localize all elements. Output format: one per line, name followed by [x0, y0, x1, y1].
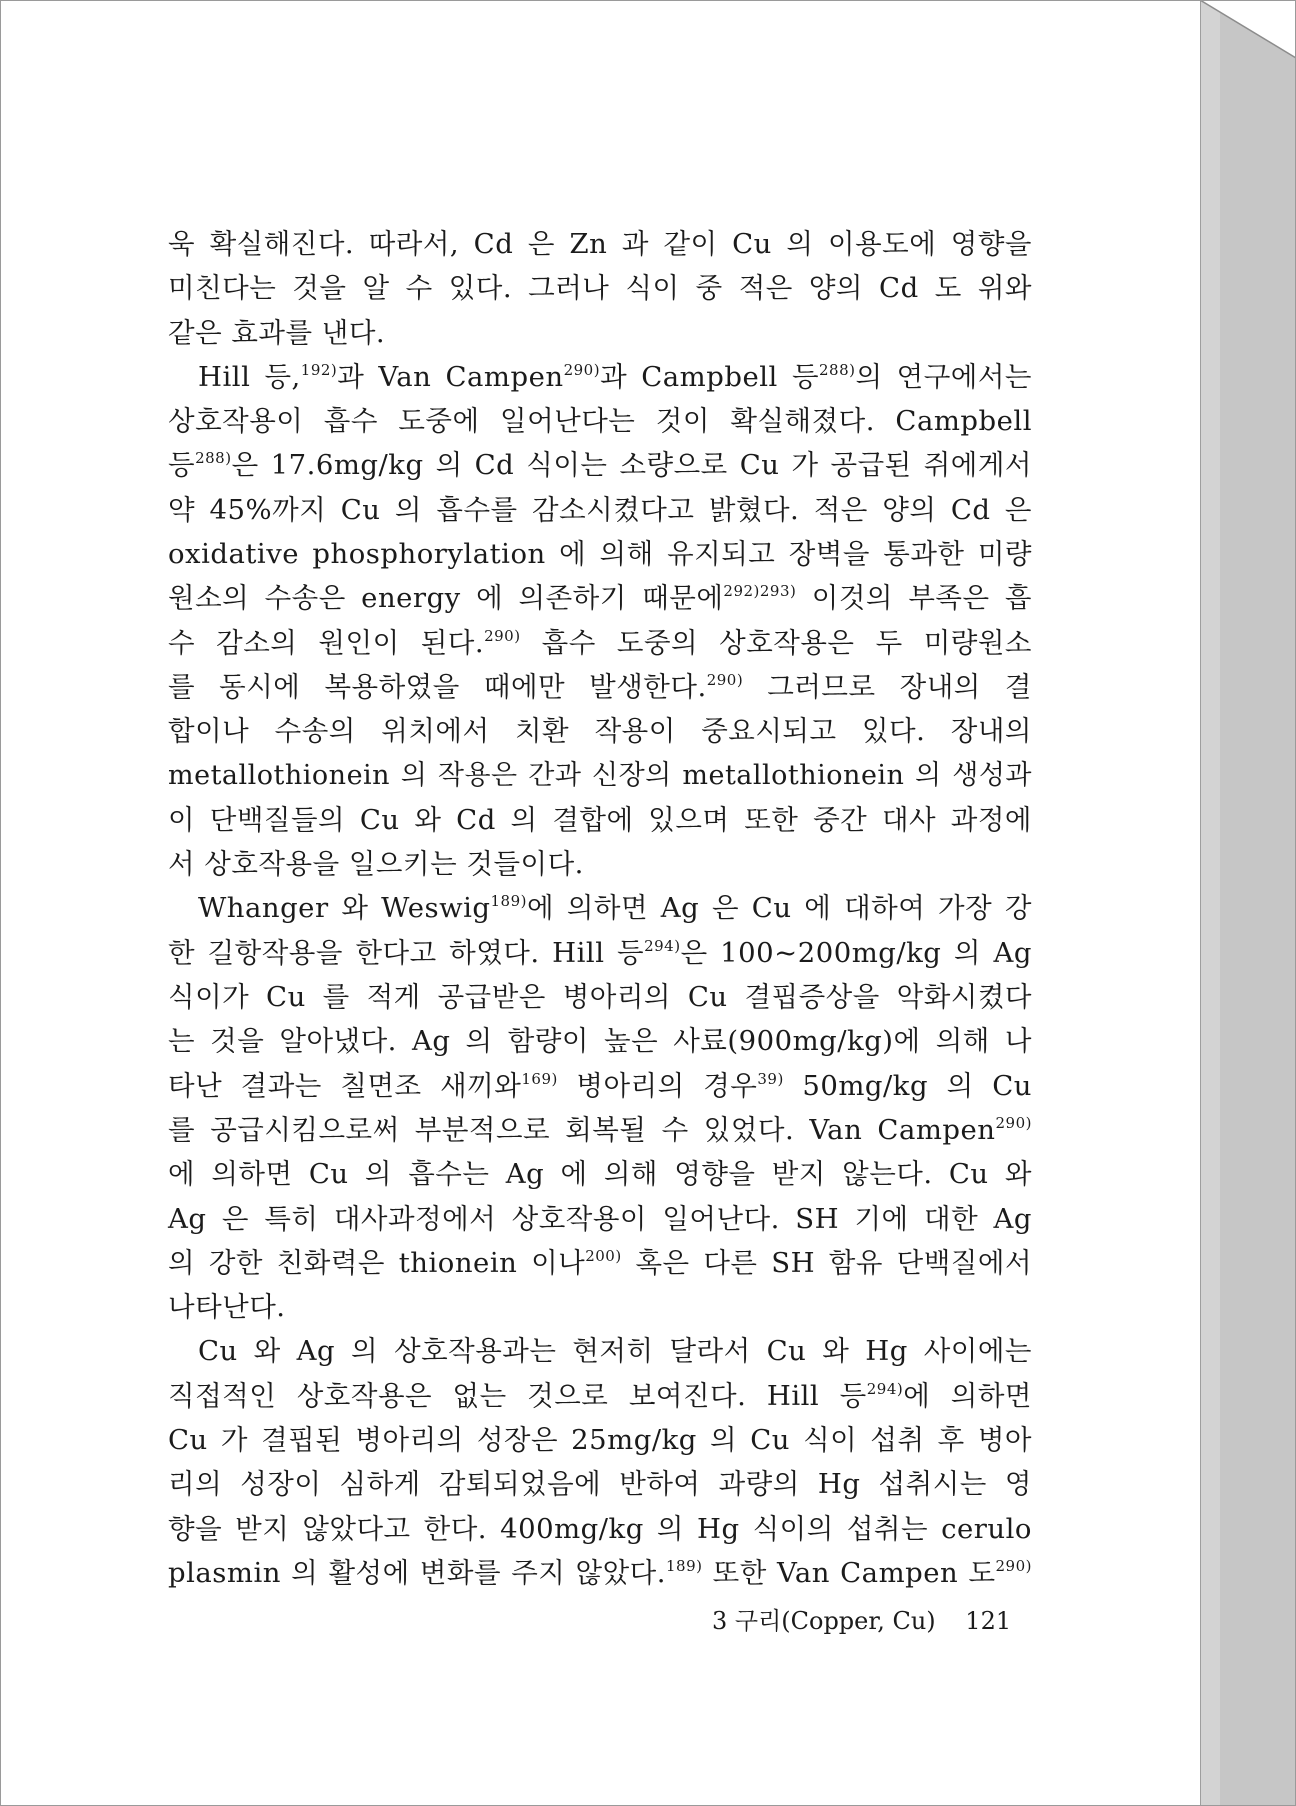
book-edge-shading	[1200, 0, 1296, 1806]
text-line: Hill 등,$^{192)}$과 Van Campen$^{290)}$과 Campbell 등$^{288)}$의 연구에서는	[198, 360, 1032, 393]
text-line: oxidative phosphorylation 에 의해 유지되고 장벽을 통과한 미량	[168, 538, 1032, 571]
text-line: Cu 와 Ag 의 상호작용과는 현저히 달라서 Cu 와 Hg 사이에는	[198, 1335, 1032, 1368]
text-line: 원소의 수송은 energy 에 의존하기 때문에$^{292)293)}$ 이것의 부족은 흡	[168, 582, 1032, 615]
text-line: 는 것을 알아냈다. Ag 의 함량이 높은 사료(900mg/kg)에 의해 나	[168, 1025, 1032, 1058]
text-line: 를 동시에 복용하였을 때에만 발생한다.$^{290)}$ 그러므로 장내의 결	[168, 670, 1032, 703]
text-line: 같은 효과를 낸다.	[168, 316, 386, 349]
text-line: 수 감소의 원인이 된다.$^{290)}$ 흡수 도중의 상호작용은 두 미량원소	[168, 626, 1032, 659]
text-line: 식이가 Cu 를 적게 공급받은 병아리의 Cu 결핍증상을 악화시켰다	[168, 981, 1032, 1014]
text-line: Ag 은 특히 대사과정에서 상호작용이 일어난다. SH 기에 대한 Ag	[168, 1202, 1032, 1235]
text-line: metallothionein 의 작용은 간과 신장의 metallothionein 의 생성과	[168, 759, 1032, 791]
page-footer	[712, 1601, 1012, 1636]
text-line: 미친다는 것을 알 수 있다. 그러나 식이 중 적은 양의 Cd 도 위와	[168, 272, 1032, 305]
body-text	[168, 222, 1032, 1595]
text-line: 직접적인 상호작용은 없는 것으로 보여진다. Hill 등$^{294)}$에 의하면	[168, 1379, 1032, 1412]
text-line: 의 강한 친화력은 thionein 이나$^{200)}$ 혹은 다른 SH 함유 단백질에서	[168, 1246, 1033, 1279]
text-line: 나타난다.	[168, 1291, 286, 1324]
text-line: 타난 결과는 칠면조 새끼와$^{169)}$ 병아리의 경우$^{39)}$ 50mg/kg 의 Cu	[168, 1069, 1032, 1102]
text-line: 를 공급시킴으로써 부분적으로 회복될 수 있었다. Van Campen$^{290)}$	[168, 1113, 1032, 1146]
text-line: 향을 받지 않았다고 한다. 400mg/kg 의 Hg 식이의 섭취는 cerulo	[168, 1512, 1032, 1545]
text-line: 이 단백질들의 Cu 와 Cd 의 결합에 있으며 또한 중간 대사 과정에	[168, 803, 1032, 836]
text-line: 상호작용이 흡수 도중에 일어난다는 것이 확실해졌다. Campbell	[168, 405, 1032, 438]
chapter-title: 3 구리(Copper, Cu)	[712, 1607, 936, 1635]
text-line: 서 상호작용을 일으키는 것들이다.	[168, 848, 584, 881]
text-line: 리의 성장이 심하게 감퇴되었음에 반하여 과량의 Hg 섭취시는 영	[168, 1468, 1032, 1501]
text-line: Whanger 와 Weswig$^{189)}$에 의하면 Ag 은 Cu 에 대하여 가장 강	[198, 892, 1032, 925]
text-line: 등$^{288)}$은 17.6mg/kg 의 Cd 식이는 소량으로 Cu 가 공급된 쥐에게서	[168, 449, 1032, 482]
text-line: 에 의하면 Cu 의 흡수는 Ag 에 의해 영향을 받지 않는다. Cu 와	[168, 1158, 1032, 1191]
page-number: 121	[965, 1607, 1012, 1635]
text-line: plasmin 의 활성에 변화를 주지 않았다.$^{189)}$ 또한 Van Campen 도$^{290)}$	[168, 1556, 1032, 1589]
text-line: Cu 가 결핍된 병아리의 성장은 25mg/kg 의 Cu 식이 섭취 후 병아	[168, 1424, 1032, 1457]
text-line: 욱 확실해진다. 따라서, Cd 은 Zn 과 같이 Cu 의 이용도에 영향을	[168, 228, 1032, 260]
text-line: 합이나 수송의 위치에서 치환 작용이 중요시되고 있다. 장내의	[168, 715, 1032, 748]
text-line: 약 45%까지 Cu 의 흡수를 감소시켰다고 밝혔다. 적은 양의 Cd 은	[168, 493, 1032, 526]
text-line: 한 길항작용을 한다고 하였다. Hill 등$^{294)}$은 100~200mg/kg 의 Ag	[168, 936, 1032, 969]
